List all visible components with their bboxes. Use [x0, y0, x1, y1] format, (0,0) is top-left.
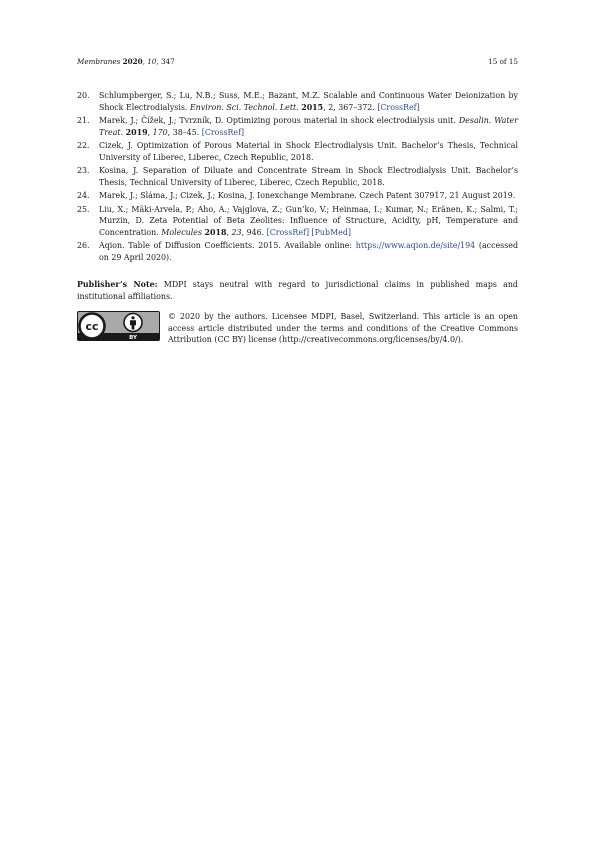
reference-link[interactable]: [CrossRef]	[377, 102, 420, 112]
reference-italic: 170	[152, 127, 168, 137]
reference-text: Liu, X.; Mäki-Arvela, P.; Aho, A.; Vajglova, Z.; Gun’ko, V.; Heinmaa, I.; Kumar, N.; Eränen, K.; Salmi, T.; Murzin, D. Zeta Potential of Beta Zeolites: Influence of Structure, Acidity, pH, Temperature and Concentration.	[99, 204, 518, 237]
reference-text: ,	[226, 227, 232, 237]
publisher-note	[77, 279, 518, 302]
reference-link[interactable]: [PubMed]	[311, 227, 351, 237]
cc-logo-text: cc	[85, 320, 99, 333]
license-block	[77, 311, 518, 351]
reference-italic: Desalin. Water Treat.	[99, 116, 518, 137]
reference-number: 20.	[77, 91, 90, 100]
reference-text: , 2, 367–372.	[323, 102, 378, 112]
reference-text: , 946.	[241, 227, 267, 237]
reference-year: 2018	[204, 227, 227, 237]
page-number: 15 of 15	[488, 57, 518, 66]
reference-text: Marek, J.; Čížek, J.; Tvrzník, D. Optimizing porous material in shock electrodialysis unit.	[99, 116, 459, 125]
reference-item	[77, 140, 518, 163]
by-logo-text: BY	[129, 335, 137, 341]
reference-text: , 38–45.	[167, 127, 202, 137]
reference-list	[77, 90, 518, 265]
reference-link[interactable]: [CrossRef]	[266, 227, 310, 237]
reference-link[interactable]: [CrossRef]	[201, 127, 245, 137]
reference-item	[77, 115, 518, 138]
reference-text: Kosina, J. Separation of Diluate and Concentrate Stream in Shock Electrodialysis Unit. Bachelor’s Thesis, Technical University of Liberec, Liberec, Czech Republic, 2018.	[99, 166, 518, 187]
reference-text: Schlumpberger, S.; Lu, N.B.; Suss, M.E.; Bazant, M.Z. Scalable and Continuous Water Deionization by Shock Electrodialysis.	[99, 91, 518, 112]
reference-item	[77, 240, 518, 263]
reference-text: Marek, J.; Sláma, J.; Cizek, J.; Kosina, J. Ionexchange Membrane. Czech Patent 307917, 21 August 2019.	[99, 191, 516, 200]
running-header	[77, 57, 518, 69]
publisher-note-label: Publisher’s Note:	[77, 280, 158, 289]
journal-volume: 10	[147, 57, 157, 66]
license-text: © 2020 by the authors. Licensee MDPI, Basel, Switzerland. This article is an open access article distributed under the terms and conditions of the Creative Commons Attribution (CC BY) license (http://creativecommons.org/licenses/by/4.0/).	[168, 312, 518, 344]
reference-number: 26.	[77, 241, 90, 250]
reference-item	[77, 190, 518, 202]
reference-text: Aqion. Table of Diffusion Coefficients. 2015. Available online:	[99, 241, 356, 250]
journal-article-number: 347	[160, 57, 175, 66]
reference-number: 24.	[77, 191, 90, 200]
reference-item	[77, 165, 518, 188]
reference-number: 25.	[77, 204, 90, 214]
reference-italic: Molecules	[161, 227, 203, 237]
reference-year: 2019	[125, 127, 148, 137]
cc-by-license-icon[interactable]	[77, 311, 160, 341]
reference-item	[77, 90, 518, 113]
journal-citation: Membranes 2020, 10, 347	[77, 57, 175, 66]
reference-italic: Environ. Sci. Technol. Lett.	[189, 102, 299, 112]
reference-text: ,	[147, 127, 153, 137]
reference-link[interactable]: https://www.aqion.de/site/194	[355, 241, 476, 250]
reference-year: 2015	[301, 102, 324, 112]
reference-text: Cizek, J. Optimization of Porous Material in Shock Electrodialysis Unit. Bachelor’s Thesis, Technical University of Liberec, Liberec, Czech Republic, 2018.	[99, 141, 518, 162]
reference-number: 22.	[77, 141, 90, 150]
reference-italic: 23	[231, 227, 242, 237]
reference-item	[77, 204, 518, 239]
publisher-note-text: MDPI stays neutral with regard to jurisdictional claims in published maps and institutional affiliations.	[77, 280, 518, 301]
journal-year: 2020	[122, 57, 143, 66]
reference-number: 21.	[77, 116, 90, 125]
reference-text: (accessed on 29 April 2020).	[99, 241, 518, 262]
journal-name: Membranes	[77, 57, 121, 66]
reference-number: 23.	[77, 166, 90, 175]
